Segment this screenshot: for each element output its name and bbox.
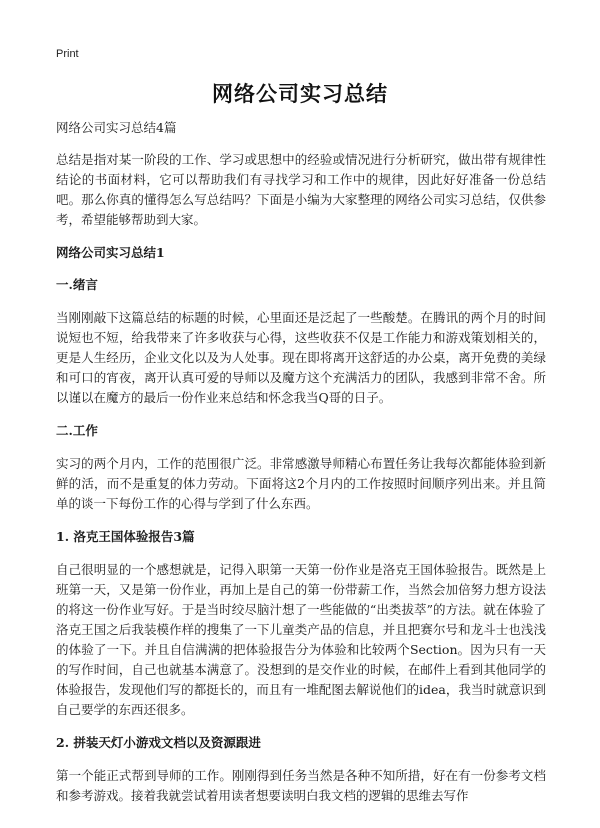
document-body bbox=[56, 118, 546, 820]
item-1-heading: 1. 洛克王国体验报告3篇 bbox=[56, 529, 195, 544]
part-2-paragraph: 实习的两个月内，工作的范围很广泛。非常感激导师精心布置任务让我每次都能体验到新鲜的活，而不是重复的体力劳动。下面将这2个月内的工作按照时间顺序列出来。并且简单的谈一下每份工作的心得与学到了什么东西。 bbox=[56, 456, 546, 511]
part-1-paragraph: 当刚刚敲下这篇总结的标题的时候，心里面还是泛起了一些酸楚。在腾讯的两个月的时间说短也不短，给我带来了许多收获与心得，这些收获不仅是工作能力和游戏策划相关的，更是人生经历，企业文化以及为人处事。现在即将离开这舒适的办公桌，离开免费的美绿和可口的宵夜，离开认真可爱的导师以及魔方这个充满活力的团队，我感到非常不舍。所以谨以在魔方的最后一份作业来总结和怀念我当Q哥的日子。 bbox=[56, 310, 546, 405]
item-2-paragraph: 第一个能正式帮到导师的工作。刚刚得到任务当然是各种不知所措，好在有一份参考文档和参考游戏。接着我就尝试着用读者想要读明白我文档的逻辑的思维去写作 bbox=[56, 768, 546, 803]
document-subtitle: 网络公司实习总结4篇 bbox=[56, 120, 177, 135]
item-1-paragraph: 自己很明显的一个感想就是，记得入职第一天第一份作业是洛克王国体验报告。既然是上班第一天，又是第一份作业，再加上是自己的第一份带薪工作，当然会加倍努力想方设法的将这一份作业写好。于是当时绞尽脑汁想了一些能做的“出类拔萃”的方法。就在体验了洛克王国之后我装模作样的搜集了一下儿童类产品的信息，并且把赛尔号和龙斗士也浅浅的体验了一下。并且自信满满的把体验报告分为体验和比较两个Section。因为只有一天的写作时间，自己也就基本满意了。没想到的是交作业的时候，在邮件上看到其他同学的体验报告，发现他们写的都挺长的，而且有一堆配图去解说他们的idea，我当时就意识到自己要学的东西还很多。 bbox=[56, 562, 546, 717]
part-2-heading: 二.工作 bbox=[56, 423, 98, 438]
part-1-heading: 一.绪言 bbox=[56, 277, 98, 292]
page-title: 网络公司实习总结 bbox=[212, 81, 388, 106]
intro-paragraph: 总结是指对某一阶段的工作、学习或思想中的经验或情况进行分析研究，做出带有规律性结论的书面材料，它可以帮助我们有寻找学习和工作中的规律，因此好好准备一份总结吧。那么你真的懂得怎么写总结吗？下面是小编为大家整理的网络公司实习总结，仅供参考，希望能够帮助到大家。 bbox=[56, 152, 546, 227]
section-1-title: 网络公司实习总结1 bbox=[56, 245, 165, 260]
item-2-heading: 2. 拼装天灯小游戏文档以及资源跟进 bbox=[56, 735, 261, 750]
print-link[interactable]: Print bbox=[56, 48, 79, 60]
